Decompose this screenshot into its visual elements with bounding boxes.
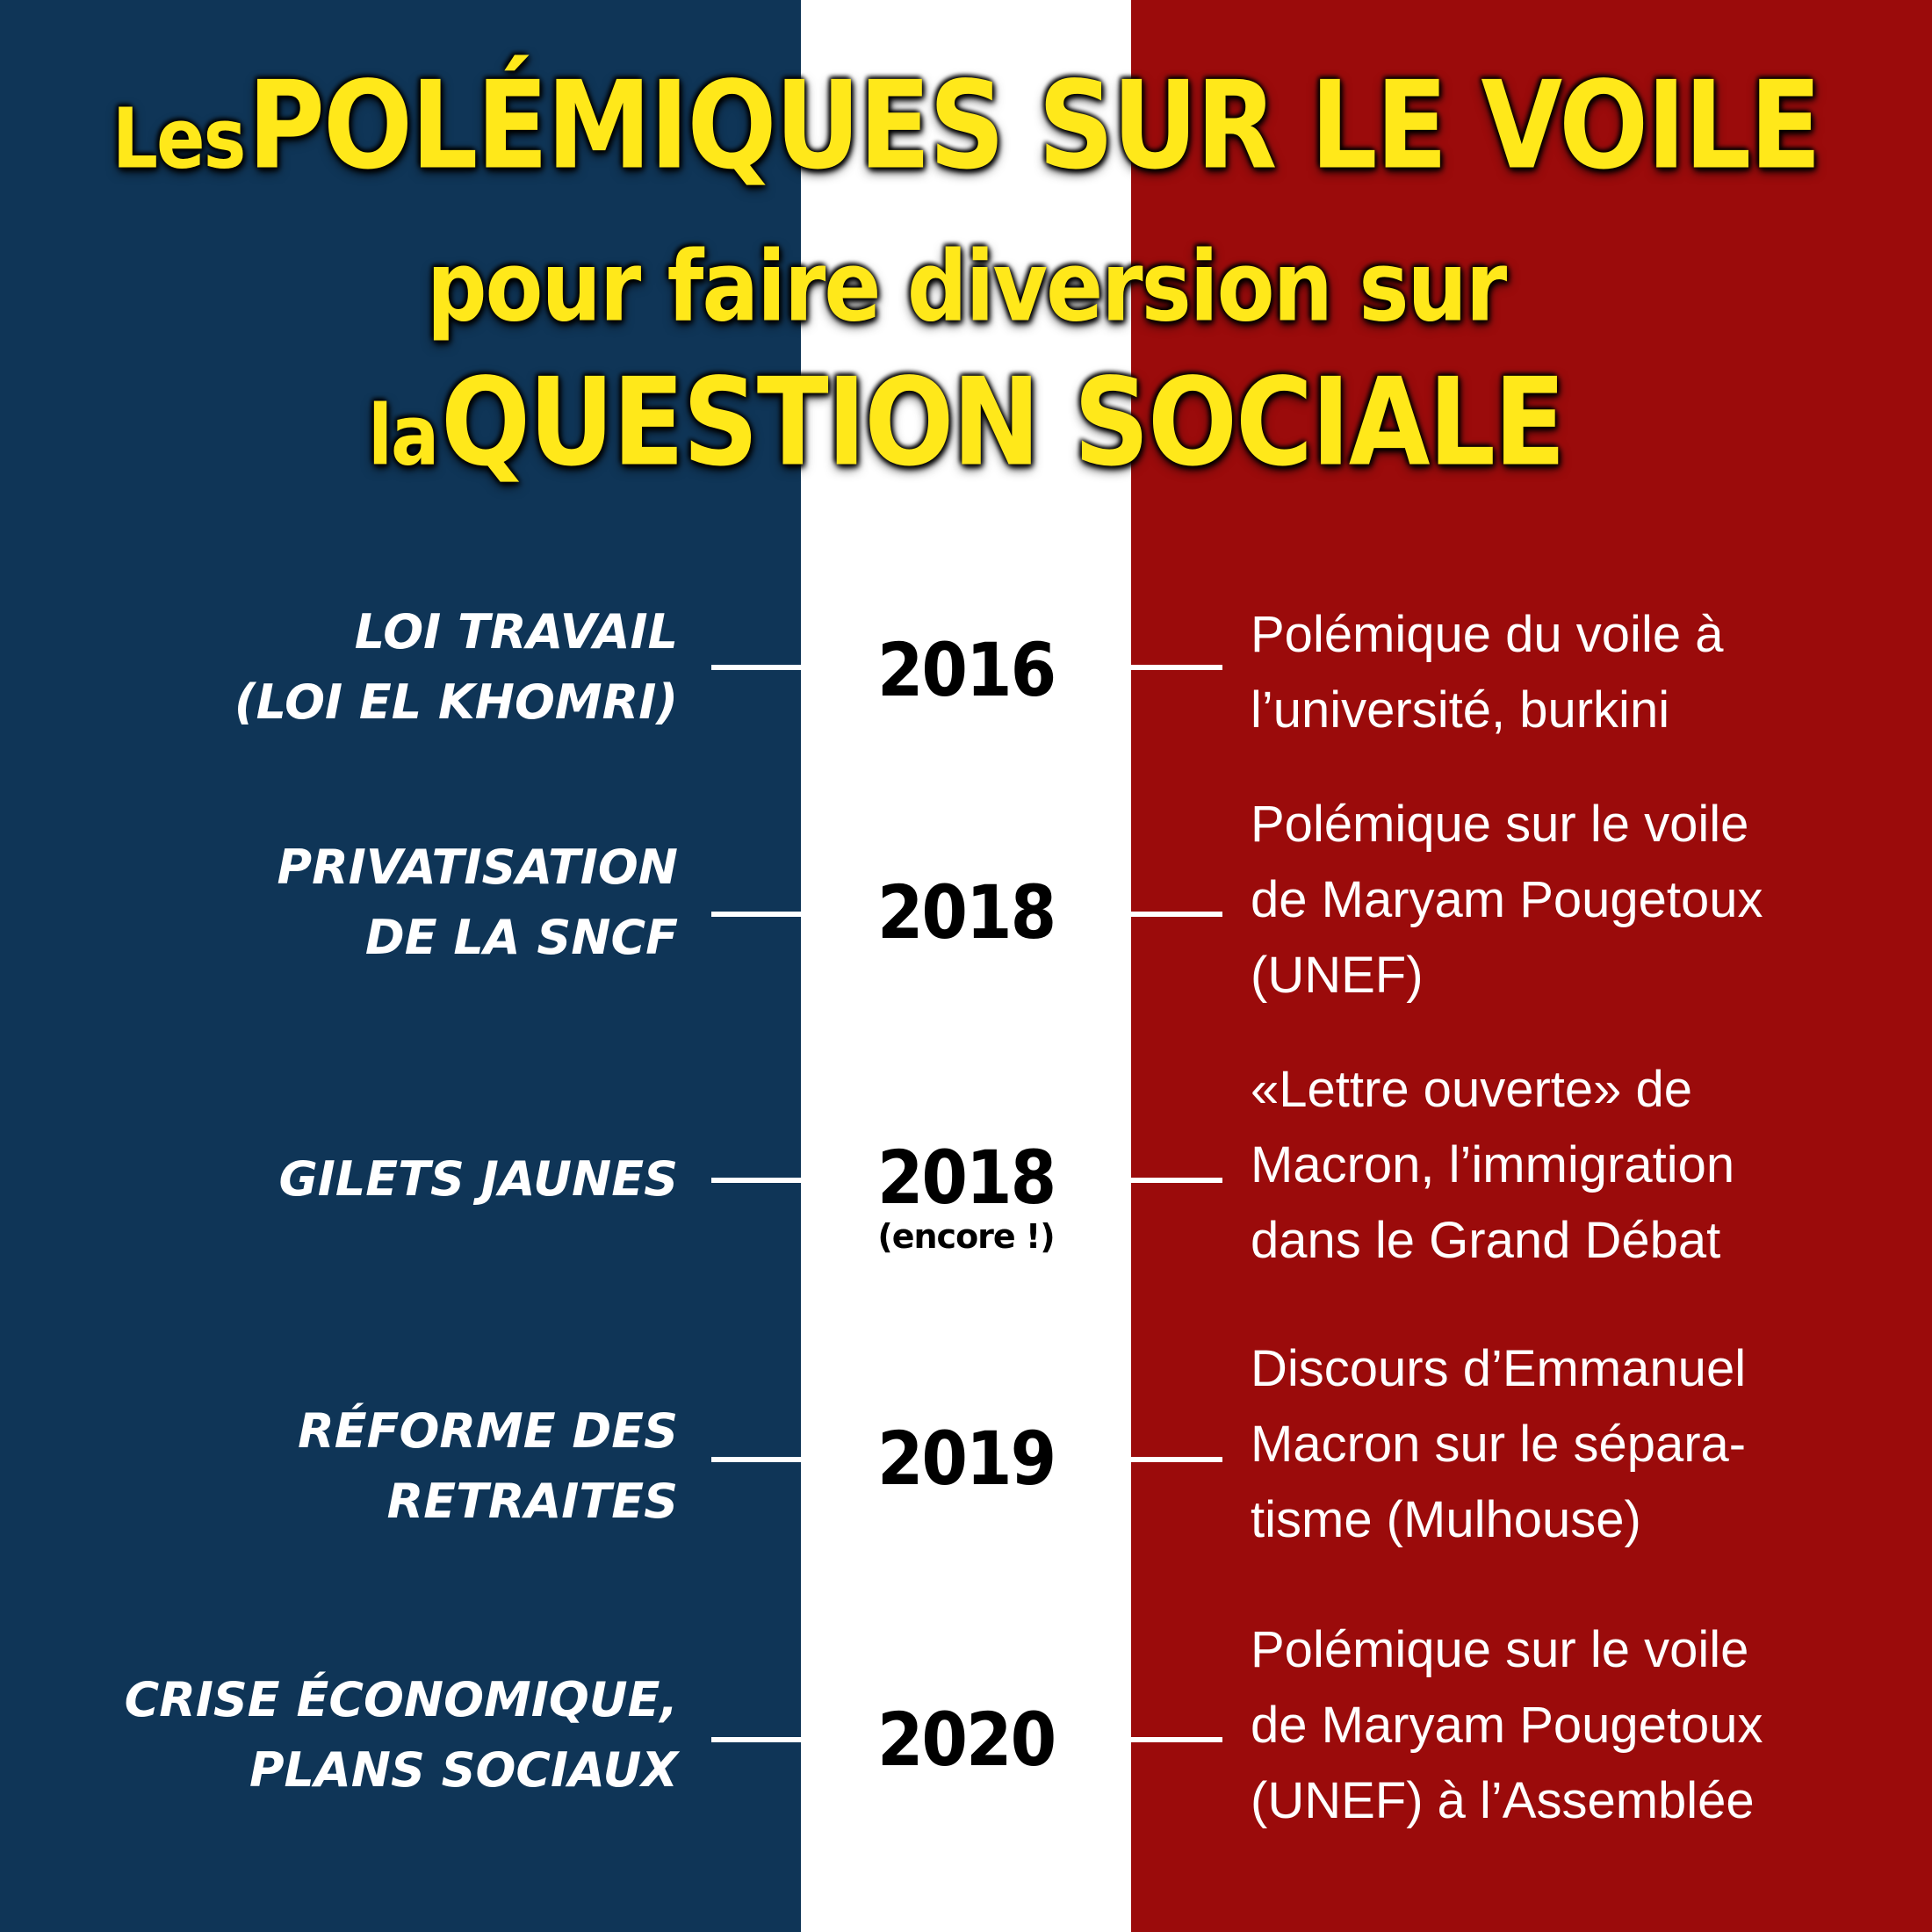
social-issue-label xyxy=(278,1144,678,1215)
connector-left xyxy=(711,665,803,670)
connector-right xyxy=(1131,912,1222,917)
title-prefix-les: Les xyxy=(112,91,245,188)
social-issue-line: CRISE ÉCONOMIQUE, xyxy=(124,1672,678,1727)
social-issue-line: RÉFORME DES xyxy=(298,1403,678,1459)
social-issue-line: RETRAITES xyxy=(386,1474,678,1529)
connector-right xyxy=(1131,1737,1222,1742)
title-main-question-sociale: QUESTION SOCIALE xyxy=(440,353,1565,494)
title-main-polemiques: POLÉMIQUES SUR LE VOILE xyxy=(248,56,1820,197)
social-issue-label xyxy=(278,833,678,973)
veil-controversy-label: Polémique sur le voile de Maryam Pougetoux (UNEF) xyxy=(1251,796,1763,1004)
connector-right xyxy=(1131,1178,1222,1183)
year-label: 2019 xyxy=(876,1416,1056,1502)
year-label: 2018 xyxy=(876,1135,1056,1221)
veil-controversy-label: Polémique du voile à l’université, burkini xyxy=(1251,606,1724,739)
connector-right xyxy=(1131,665,1222,670)
connector-left xyxy=(711,912,803,917)
year-label: 2018 xyxy=(876,869,1056,955)
social-issue-line: PLANS SOCIAUX xyxy=(249,1742,678,1798)
social-issue-line: PRIVATISATION xyxy=(277,840,678,895)
social-issue-label xyxy=(125,1665,678,1806)
veil-controversy-label: «Lettre ouverte» de Macron, l’immigration dans le Grand Débat xyxy=(1251,1061,1735,1269)
social-issue-label xyxy=(298,1396,678,1537)
connector-right xyxy=(1131,1457,1222,1462)
title-line-2: pour faire diversion sur xyxy=(426,230,1506,343)
year-label: 2016 xyxy=(876,627,1056,713)
social-issue-line: (LOI EL KHOMRI) xyxy=(234,674,678,730)
title-line-3 xyxy=(0,353,1932,494)
connector-left xyxy=(711,1178,803,1183)
title-line-1 xyxy=(0,56,1932,197)
connector-left xyxy=(711,1737,803,1742)
social-issue-line: GILETS JAUNES xyxy=(278,1151,678,1207)
title-prefix-la: la xyxy=(367,388,438,485)
veil-controversy-label: Discours d’Emmanuel Macron sur le sépara- tisme (Mulhouse) xyxy=(1251,1340,1747,1548)
social-issue-label xyxy=(234,597,678,738)
veil-controversy-label: Polémique sur le voile de Maryam Pougetoux (UNEF) à l’Assemblée xyxy=(1251,1621,1763,1829)
social-issue-line: LOI TRAVAIL xyxy=(354,604,678,660)
connector-left xyxy=(711,1457,803,1462)
year-label: 2020 xyxy=(876,1697,1056,1783)
social-issue-line: DE LA SNCF xyxy=(364,910,678,965)
year-note: (encore !) xyxy=(877,1217,1055,1256)
